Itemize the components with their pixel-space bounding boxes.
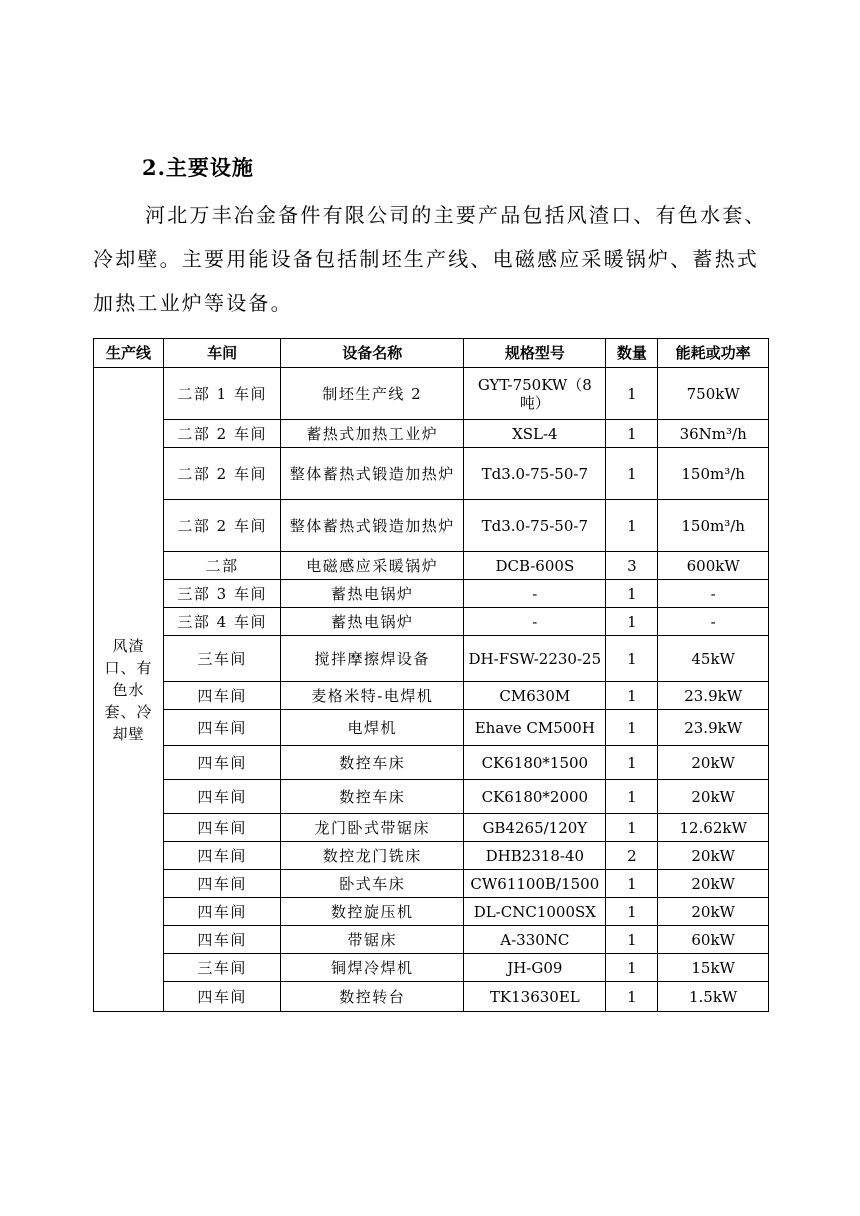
workshop-cell: 三部 4 车间: [163, 608, 280, 636]
power-cell: 23.9kW: [658, 682, 769, 710]
equipment-name-cell: 麦格米特-电焊机: [281, 682, 464, 710]
spec-cell: DL-CNC1000SX: [464, 898, 606, 926]
table-row: [94, 954, 769, 982]
equipment-name-cell: 数控车床: [281, 746, 464, 780]
spec-cell: CK6180*2000: [464, 780, 606, 814]
power-cell: 23.9kW: [658, 710, 769, 746]
workshop-cell: 二部 1 车间: [163, 368, 280, 420]
table-row: [94, 982, 769, 1012]
table-row: [94, 898, 769, 926]
workshop-cell: 四车间: [163, 710, 280, 746]
spec-cell: CM630M: [464, 682, 606, 710]
equipment-name-cell: 制坯生产线 2: [281, 368, 464, 420]
quantity-cell: 2: [606, 842, 658, 870]
header-spec: 规格型号: [464, 339, 606, 368]
quantity-cell: 1: [606, 814, 658, 842]
quantity-cell: 1: [606, 870, 658, 898]
intro-paragraph-text: 河北万丰冶金备件有限公司的主要产品包括风渣口、有色水套、冷却壁。主要用能设备包括制坯生产线、电磁感应采暖锅炉、蓄热式加热工业炉等设备。: [93, 203, 767, 315]
equipment-name-cell: 数控旋压机: [281, 898, 464, 926]
equipment-name-cell: 搅拌摩擦焊设备: [281, 636, 464, 682]
spec-cell: JH-G09: [464, 954, 606, 982]
table-row: [94, 368, 769, 420]
table-row: [94, 580, 769, 608]
equipment-name-cell: 龙门卧式带锯床: [281, 814, 464, 842]
quantity-cell: 1: [606, 710, 658, 746]
spec-cell: DHB2318-40: [464, 842, 606, 870]
table-row: [94, 448, 769, 500]
equipment-name-cell: 电磁感应采暖锅炉: [281, 552, 464, 580]
power-cell: 150m³/h: [658, 500, 769, 552]
power-cell: 20kW: [658, 746, 769, 780]
quantity-cell: 1: [606, 500, 658, 552]
table-row: [94, 608, 769, 636]
workshop-cell: 二部 2 车间: [163, 500, 280, 552]
spec-cell: XSL-4: [464, 420, 606, 448]
equipment-name-cell: 整体蓄热式锻造加热炉: [281, 500, 464, 552]
table-header-row: [94, 339, 769, 368]
power-cell: 20kW: [658, 898, 769, 926]
table-row: [94, 710, 769, 746]
power-cell: 20kW: [658, 780, 769, 814]
spec-cell: CK6180*1500: [464, 746, 606, 780]
workshop-cell: 四车间: [163, 682, 280, 710]
power-cell: -: [658, 580, 769, 608]
quantity-cell: 1: [606, 368, 658, 420]
equipment-name-cell: 带锯床: [281, 926, 464, 954]
spec-cell: GB4265/120Y: [464, 814, 606, 842]
equipment-name-cell: 数控车床: [281, 780, 464, 814]
power-cell: -: [658, 608, 769, 636]
workshop-cell: 四车间: [163, 926, 280, 954]
spec-cell: DCB-600S: [464, 552, 606, 580]
header-workshop: 车间: [163, 339, 280, 368]
workshop-cell: 四车间: [163, 898, 280, 926]
header-line: 生产线: [94, 339, 164, 368]
quantity-cell: 1: [606, 926, 658, 954]
quantity-cell: 1: [606, 608, 658, 636]
power-cell: 60kW: [658, 926, 769, 954]
table-row: [94, 746, 769, 780]
equipment-name-cell: 数控转台: [281, 982, 464, 1012]
table-row: [94, 636, 769, 682]
workshop-cell: 四车间: [163, 780, 280, 814]
spec-cell: DH-FSW-2230-25: [464, 636, 606, 682]
table-row: [94, 926, 769, 954]
power-cell: 20kW: [658, 870, 769, 898]
workshop-cell: 三车间: [163, 954, 280, 982]
workshop-cell: 二部 2 车间: [163, 448, 280, 500]
equipment-name-cell: 蓄热电锅炉: [281, 580, 464, 608]
workshop-cell: 四车间: [163, 814, 280, 842]
equipment-name-cell: 数控龙门铣床: [281, 842, 464, 870]
quantity-cell: 1: [606, 898, 658, 926]
table-row: [94, 870, 769, 898]
power-cell: 20kW: [658, 842, 769, 870]
table-row: [94, 420, 769, 448]
workshop-cell: 四车间: [163, 842, 280, 870]
power-cell: 1.5kW: [658, 982, 769, 1012]
quantity-cell: 1: [606, 780, 658, 814]
header-quantity: 数量: [606, 339, 658, 368]
section-heading: 2.主要设施: [142, 155, 254, 180]
equipment-name-cell: 整体蓄热式锻造加热炉: [281, 448, 464, 500]
quantity-cell: 1: [606, 746, 658, 780]
header-power: 能耗或功率: [658, 339, 769, 368]
equipment-name-cell: 蓄热电锅炉: [281, 608, 464, 636]
spec-cell: CW61100B/1500: [464, 870, 606, 898]
production-line-cell: 风渣口、有色水套、冷却壁: [94, 368, 164, 1012]
spec-cell: -: [464, 608, 606, 636]
quantity-cell: 1: [606, 982, 658, 1012]
workshop-cell: 三车间: [163, 636, 280, 682]
spec-cell: GYT-750KW（8吨）: [464, 368, 606, 420]
table-row: [94, 552, 769, 580]
spec-cell: TK13630EL: [464, 982, 606, 1012]
workshop-cell: 四车间: [163, 870, 280, 898]
equipment-name-cell: 蓄热式加热工业炉: [281, 420, 464, 448]
workshop-cell: 二部 2 车间: [163, 420, 280, 448]
spec-cell: Td3.0-75-50-7: [464, 500, 606, 552]
table-row: [94, 814, 769, 842]
workshop-cell: 四车间: [163, 982, 280, 1012]
power-cell: 150m³/h: [658, 448, 769, 500]
power-cell: 600kW: [658, 552, 769, 580]
table-row: [94, 842, 769, 870]
power-cell: 750kW: [658, 368, 769, 420]
header-equipment-name: 设备名称: [281, 339, 464, 368]
power-cell: 36Nm³/h: [658, 420, 769, 448]
quantity-cell: 3: [606, 552, 658, 580]
table-row: [94, 500, 769, 552]
intro-paragraph: [93, 193, 773, 325]
table-row: [94, 682, 769, 710]
workshop-cell: 四车间: [163, 746, 280, 780]
table-row: [94, 780, 769, 814]
spec-cell: Td3.0-75-50-7: [464, 448, 606, 500]
equipment-name-cell: 电焊机: [281, 710, 464, 746]
spec-cell: Ehave CM500H: [464, 710, 606, 746]
spec-cell: A-330NC: [464, 926, 606, 954]
quantity-cell: 1: [606, 682, 658, 710]
equipment-name-cell: 卧式车床: [281, 870, 464, 898]
quantity-cell: 1: [606, 420, 658, 448]
power-cell: 12.62kW: [658, 814, 769, 842]
workshop-cell: 二部: [163, 552, 280, 580]
power-cell: 15kW: [658, 954, 769, 982]
equipment-table: [93, 338, 769, 1012]
quantity-cell: 1: [606, 636, 658, 682]
workshop-cell: 三部 3 车间: [163, 580, 280, 608]
table-body: [94, 368, 769, 1012]
quantity-cell: 1: [606, 580, 658, 608]
equipment-name-cell: 铜焊冷焊机: [281, 954, 464, 982]
quantity-cell: 1: [606, 954, 658, 982]
quantity-cell: 1: [606, 448, 658, 500]
spec-cell: -: [464, 580, 606, 608]
power-cell: 45kW: [658, 636, 769, 682]
